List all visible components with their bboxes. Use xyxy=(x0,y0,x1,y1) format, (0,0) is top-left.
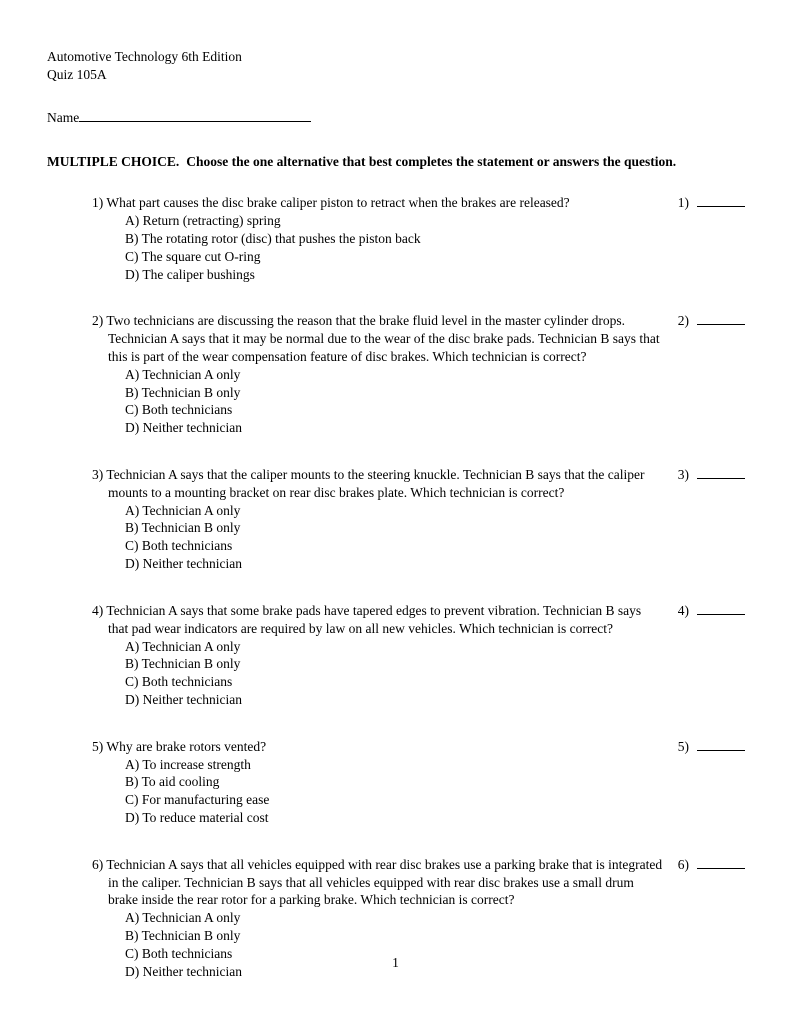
instructions-text: Choose the one alternative that best completes the statement or answers the question. xyxy=(186,154,677,170)
instructions-prefix: MULTIPLE CHOICE. xyxy=(47,154,180,170)
question-text xyxy=(92,194,664,212)
choice-a: A) Technician A only xyxy=(125,910,241,926)
choice-b: B) Technician B only xyxy=(125,928,241,944)
answer-number: 2) xyxy=(677,313,689,329)
question-text xyxy=(92,602,664,638)
choice-c: C) Both technicians xyxy=(125,538,233,554)
choice-list xyxy=(125,638,664,709)
quiz-number: Quiz 105A xyxy=(47,66,107,82)
choice-c: C) Both technicians xyxy=(125,402,233,418)
answer-number: 5) xyxy=(677,738,689,754)
question-prompt: What part causes the disc brake caliper piston to retract when the brakes are released? xyxy=(106,195,570,211)
answer-number: 4) xyxy=(677,602,689,618)
choice-c: C) The square cut O-ring xyxy=(125,248,261,264)
choice-a: A) Technician A only xyxy=(125,502,241,518)
choice-d: D) To reduce material cost xyxy=(125,810,269,825)
question-prompt: Why are brake rotors vented? xyxy=(106,738,267,754)
page-number: 1 xyxy=(392,955,399,971)
choice-a: A) Technician A only xyxy=(125,638,241,654)
question-text xyxy=(92,856,664,909)
question-5 xyxy=(92,738,745,827)
question-prompt: Technician A says that some brake pads have tapered edges to prevent vibration. Technician B says that pad wear indicators are required by law on all new vehicles. Which technician is correct? xyxy=(106,602,642,636)
answer-area xyxy=(678,738,745,756)
choice-b: B) The rotating rotor (disc) that pushes the piston back xyxy=(125,230,421,246)
answer-area xyxy=(678,466,745,484)
question-text xyxy=(92,466,664,502)
choice-list xyxy=(125,502,664,573)
answer-blank-line xyxy=(697,856,745,869)
question-number: 5) xyxy=(92,738,104,754)
answer-area xyxy=(678,856,745,874)
page-footer xyxy=(0,954,791,972)
answer-blank-line xyxy=(697,738,745,751)
instructions xyxy=(47,153,745,171)
question-body xyxy=(92,194,664,283)
question-text xyxy=(92,312,664,365)
choice-list xyxy=(125,756,664,827)
choice-c: C) Both technicians xyxy=(125,674,233,690)
question-body xyxy=(92,602,664,709)
question-prompt: Technician A says that the caliper mounts to the steering knuckle. Technician B says that the caliper mounts to a mounting bracket on rear disc brakes plate. Which technician is correct? xyxy=(106,467,645,500)
choice-d: D) Neither technician xyxy=(125,420,242,436)
choice-a: A) To increase strength xyxy=(125,756,251,772)
choice-c: C) Both technicians xyxy=(125,945,233,961)
question-body xyxy=(92,466,664,573)
answer-area xyxy=(678,312,745,330)
question-4 xyxy=(92,602,745,709)
question-number: 3) xyxy=(92,467,104,482)
answer-number: 3) xyxy=(677,467,689,482)
name-blank-line xyxy=(79,109,311,122)
choice-b: B) Technician B only xyxy=(125,656,241,672)
choice-c: C) For manufacturing ease xyxy=(125,792,270,808)
choice-b: B) To aid cooling xyxy=(125,774,220,790)
answer-blank-line xyxy=(697,602,745,615)
name-row xyxy=(47,109,745,127)
question-number: 4) xyxy=(92,602,104,618)
question-number: 2) xyxy=(92,313,104,329)
choice-b: B) Technician B only xyxy=(125,520,241,536)
question-number: 6) xyxy=(92,856,104,872)
question-body xyxy=(92,738,664,827)
document-title: Automotive Technology 6th Edition xyxy=(47,49,242,64)
name-label: Name xyxy=(47,109,80,125)
choice-list xyxy=(125,212,664,283)
choice-list xyxy=(125,366,664,437)
question-number: 1) xyxy=(92,195,104,211)
answer-blank-line xyxy=(697,466,745,479)
question-body xyxy=(92,312,664,437)
choice-d: D) Neither technician xyxy=(125,556,242,572)
choice-a: A) Return (retracting) spring xyxy=(125,213,281,229)
answer-blank-line xyxy=(697,312,745,325)
choice-d: D) Neither technician xyxy=(125,691,242,707)
answer-number: 1) xyxy=(677,195,689,211)
question-text xyxy=(92,738,664,756)
choice-d: D) Neither technician xyxy=(125,963,242,979)
question-prompt: Technician A says that all vehicles equipped with rear disc brakes use a parking brake that is integrated in the caliper. Technician B says that all vehicles equipped with rear disc brakes use a small drum brake inside the rear rotor for a parking brake. Which technician is correct? xyxy=(106,856,663,908)
document-header xyxy=(47,48,745,84)
answer-area xyxy=(678,194,745,212)
answer-number: 6) xyxy=(677,856,689,872)
choice-b: B) Technician B only xyxy=(125,384,241,400)
question-3 xyxy=(92,466,745,573)
choice-d: D) The caliper bushings xyxy=(125,266,255,282)
question-list xyxy=(47,194,745,980)
answer-blank-line xyxy=(697,194,745,207)
question-prompt: Two technicians are discussing the reason that the brake fluid level in the master cylinder drops. Technician A says that it may be normal due to the wear of the disc brake pads. Technician B says that this is part of the wear compensation feature of disc brakes. Which technician is correct? xyxy=(106,313,660,364)
answer-area xyxy=(678,602,745,620)
choice-a: A) Technician A only xyxy=(125,366,241,382)
question-1 xyxy=(92,194,745,283)
question-2 xyxy=(92,312,745,437)
